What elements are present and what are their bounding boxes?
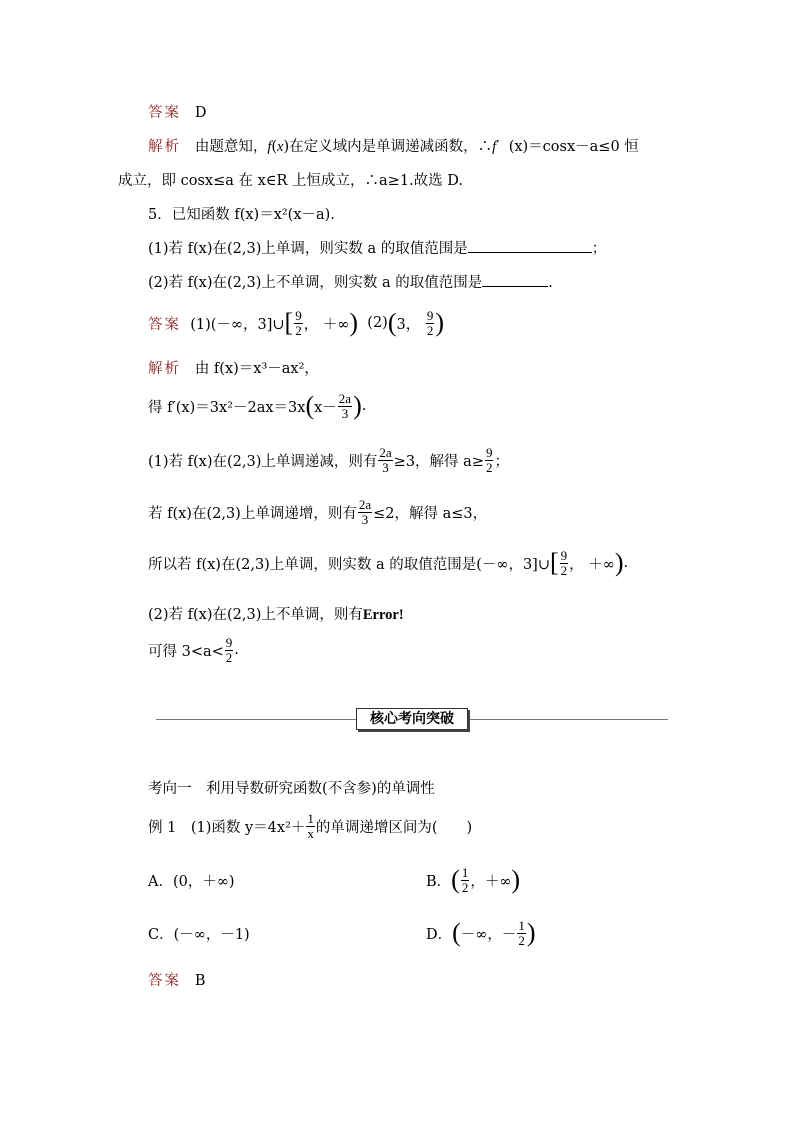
example-1 xyxy=(148,806,472,846)
analysis-text: 得 f′(x)＝3x²－2ax＝3x xyxy=(148,399,306,416)
analysis-text: 所以若 f(x)在(2,3)上单调，则实数 a 的取值范围是(－∞，3]∪ xyxy=(148,556,550,573)
analysis-line: 所以若 f(x)在(2,3)上单调，则实数 a 的取值范围是(－∞，3]∪ [ $\frac{9}{2}$ ， ＋∞ ) . xyxy=(148,547,629,578)
example-text: 的单调递增区间为( ) xyxy=(315,819,473,836)
example-answer xyxy=(148,969,205,990)
analysis-label: 解析 xyxy=(148,361,181,377)
fraction: $\frac{9}{2}$ xyxy=(485,444,493,475)
analysis-line-1: 解析 由题意知，f(x)在定义域内是单调递减函数，∴f′ (x)＝cosx－a≤0 恒 xyxy=(148,139,639,155)
question-5-part-2 xyxy=(148,271,553,292)
section-header xyxy=(156,708,668,730)
analysis-text: (2)若 f(x)在(2,3)上不单调，则有 xyxy=(148,607,363,623)
option-b: B． ( $\frac{1}{2}$ ，＋∞ ) xyxy=(426,864,521,895)
question-text: ； xyxy=(591,241,607,257)
analysis-text: ≥3，解得 a≥ xyxy=(393,453,484,470)
analysis-text: 若 f(x)在(2,3)上单调递增，则有 xyxy=(148,505,357,522)
option-c: C．(－∞，－1) xyxy=(148,927,250,943)
answer-blank xyxy=(482,272,548,287)
answer-line xyxy=(148,101,206,122)
analysis-text: 在定义域内是单调递减函数，∴ xyxy=(289,139,493,155)
answer-label: 答案 xyxy=(148,316,181,333)
analysis-text: x－ xyxy=(314,399,337,416)
option-text: D． xyxy=(426,926,453,943)
analysis-text: (x)＝cosx－a≤0 恒 xyxy=(508,139,639,155)
question-5-part-1 xyxy=(148,237,606,258)
analysis-line: 可得 3<a< $\frac{9}{2}$ . xyxy=(148,634,239,665)
fraction: $\frac{2a}{3}$ xyxy=(338,390,352,421)
analysis-text: 由 f(x)＝x³－ax²， xyxy=(194,361,319,377)
example-text: 例 1 (1)函数 y＝4x²＋ xyxy=(148,819,306,836)
answer-label: 答案 xyxy=(148,973,181,989)
question-text: (1)若 f(x)在(2,3)上单调，则实数 a 的取值范围是 xyxy=(148,241,468,257)
analysis-line xyxy=(148,357,319,378)
fraction: $\frac{1}{2}$ xyxy=(461,864,469,895)
answer-value: B xyxy=(194,973,206,989)
topic-heading: 考向一 利用导数研究函数(不含参)的单调性 xyxy=(148,781,435,797)
fraction: $\frac{9}{2}$ xyxy=(225,634,233,665)
analysis-line xyxy=(148,492,487,532)
analysis-text: 由题意知， xyxy=(194,139,268,155)
option-d: D． ( －∞，－ $\frac{1}{2}$ ) xyxy=(426,917,536,948)
question-text: . xyxy=(548,275,553,291)
analysis-line: 得 f′(x)＝3x²－2ax＝3x ( x－ $\frac{2a}{3}$ ) . xyxy=(148,390,367,421)
answer-text: 3， xyxy=(396,316,421,333)
fraction: $\frac{9}{2}$ xyxy=(426,307,434,338)
analysis-line-2: 成立，即 cosx≤a 在 x∈R 上恒成立，∴a≥1.故选 D. xyxy=(118,173,463,189)
analysis-text: (1)若 f(x)在(2,3)上单调递减，则有 xyxy=(148,453,378,470)
analysis-text: ≤2，解得 a≤3， xyxy=(373,505,488,522)
analysis-text: ； xyxy=(494,453,509,470)
answer-blank xyxy=(468,238,592,253)
option-text: B． xyxy=(426,873,452,890)
analysis-text: 可得 3<a< xyxy=(148,643,224,660)
fraction: $\frac{1}{x}$ xyxy=(307,810,314,841)
option-text: －∞，－ xyxy=(460,926,517,943)
answer-text: (1)(－∞，3]∪ xyxy=(190,316,285,333)
fraction: $\frac{9}{2}$ xyxy=(295,307,302,338)
fraction: $\frac{1}{2}$ xyxy=(518,917,525,948)
answer-text: ＋∞ xyxy=(322,316,350,333)
answer-label: 答案 xyxy=(148,105,181,121)
answer-text: (2) xyxy=(367,315,388,331)
answer-value: D xyxy=(194,105,207,121)
option-a: A．(0，＋∞) xyxy=(148,874,235,890)
fraction: $\frac{9}{2}$ xyxy=(560,547,568,578)
analysis-line xyxy=(148,440,509,480)
question-5-stem: 5．已知函数 f(x)＝x²(x－a)． xyxy=(148,207,345,223)
analysis-line xyxy=(148,603,404,624)
error-text: Error! xyxy=(362,607,404,623)
divider xyxy=(470,719,668,720)
divider xyxy=(156,719,356,720)
option-text: ，＋∞ xyxy=(470,873,512,890)
analysis-label: 解析 xyxy=(148,139,181,155)
question-5-answer: 答案 (1)(－∞，3]∪ [ $\frac{9}{2}$ ， ＋∞ ) (2) ( 3， $\frac{9}{2}$ ) xyxy=(148,307,445,338)
section-title: 核心考向突破 xyxy=(356,708,468,730)
analysis-text: ＋∞ xyxy=(588,556,615,573)
fraction: $\frac{2a}{3}$ xyxy=(358,496,372,527)
question-text: (2)若 f(x)在(2,3)上不单调，则实数 a 的取值范围是 xyxy=(148,275,483,291)
fraction: $\frac{2a}{3}$ xyxy=(379,444,392,475)
